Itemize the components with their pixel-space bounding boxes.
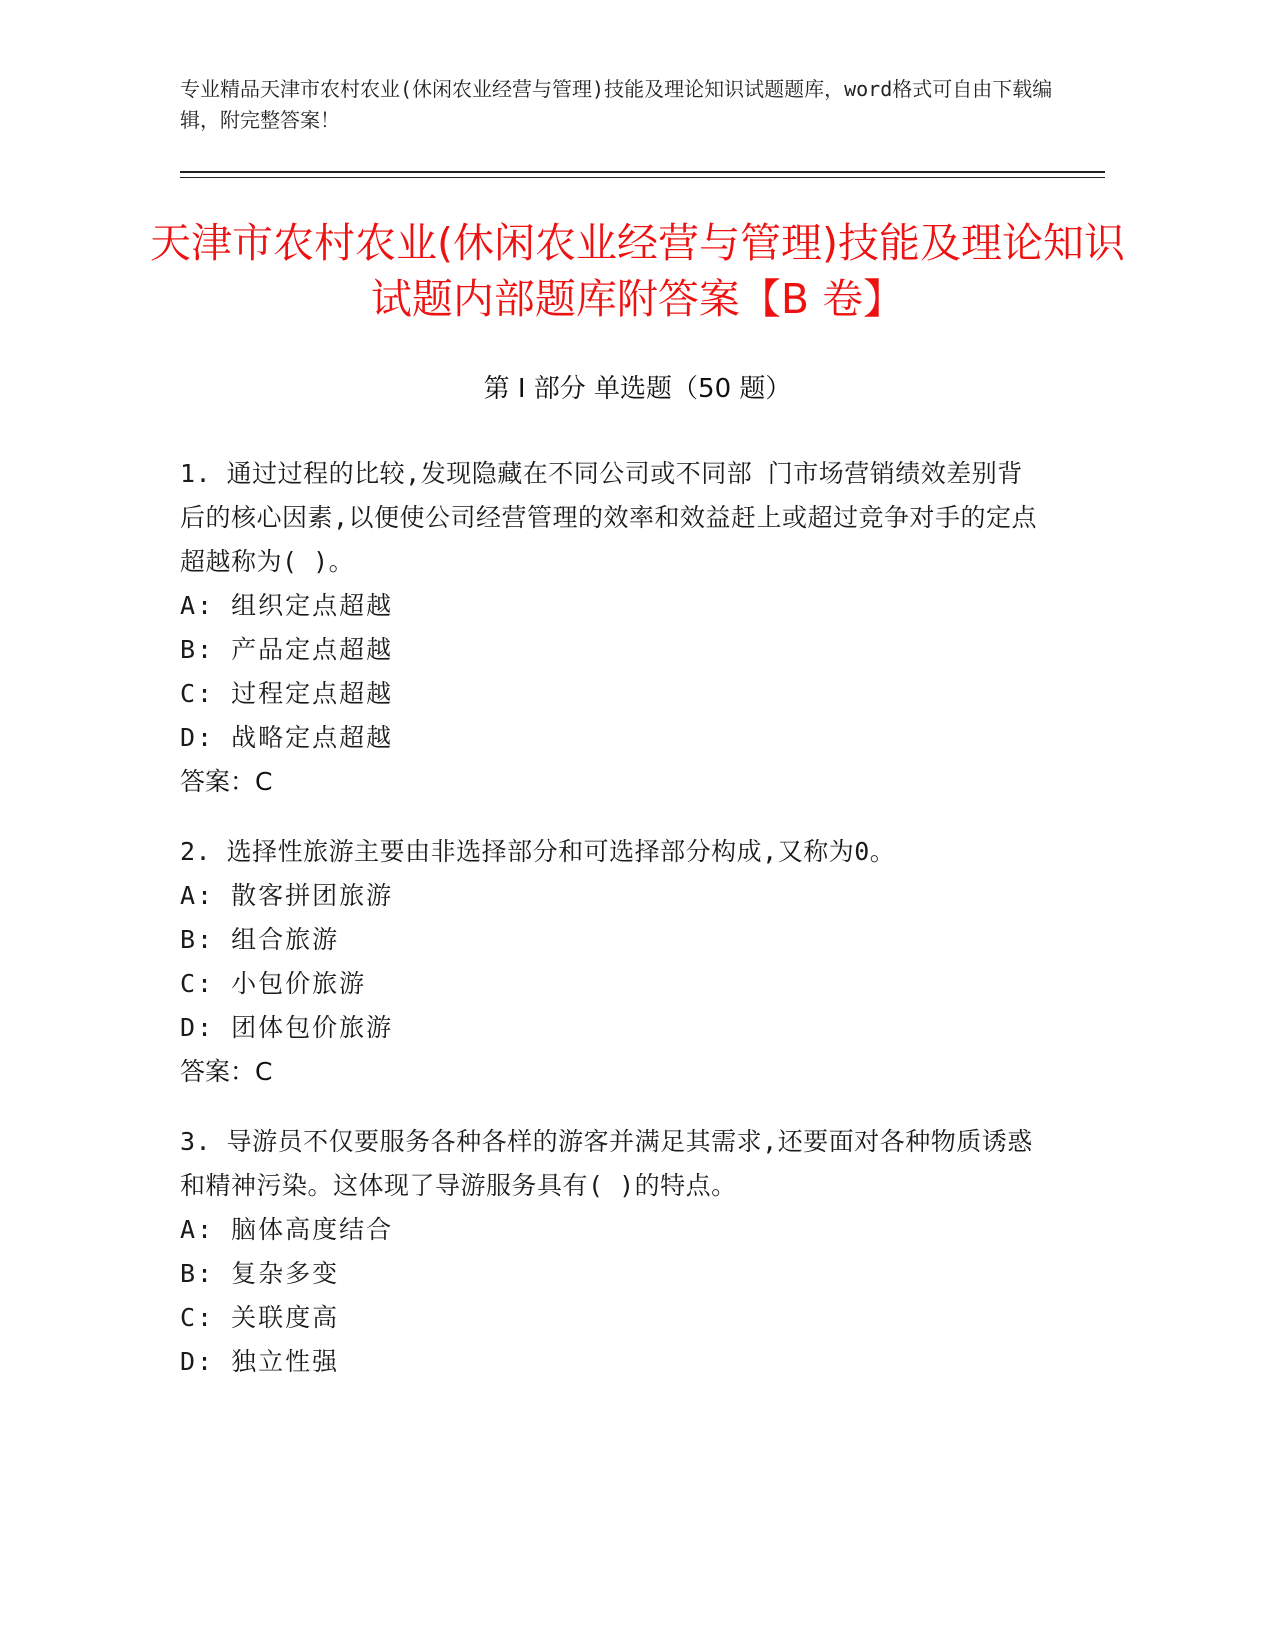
option-d: D: 独立性强: [180, 1347, 340, 1376]
header-divider-thin: [180, 177, 1105, 178]
question-stem: 2. 选择性旅游主要由非选择部分和可选择部分构成,又称为0。: [180, 837, 896, 866]
answer-line: 答案：C: [180, 767, 273, 796]
option-b: B: 产品定点超越: [180, 635, 394, 664]
option-b: B: 组合旅游: [180, 925, 340, 954]
question-list: [180, 452, 1040, 1410]
header-note: 专业精品天津市农村农业(休闲农业经营与管理)技能及理论知识试题题库，word格式可自由下载编辑，附完整答案！: [180, 77, 1053, 132]
question-stem: 3. 导游员不仅要服务各种各样的游客并满足其需求,还要面对各种物质诱惑和精神污染。这体现了导游服务具有( )的特点。: [180, 1127, 1033, 1200]
option-d: D: 团体包价旅游: [180, 1013, 394, 1042]
option-a: A: 组织定点超越: [180, 591, 394, 620]
option-c: C: 过程定点超越: [180, 679, 394, 708]
answer-line: 答案：C: [180, 1057, 273, 1086]
header-divider-thick: [180, 171, 1105, 173]
option-c: C: 小包价旅游: [180, 969, 367, 998]
question-1: [180, 452, 1040, 804]
option-a: A: 散客拼团旅游: [180, 881, 394, 910]
question-3: [180, 1120, 1040, 1384]
option-b: B: 复杂多变: [180, 1259, 340, 1288]
option-d: D: 战略定点超越: [180, 723, 394, 752]
question-2: [180, 830, 1040, 1094]
option-c: C: 关联度高: [180, 1303, 340, 1332]
section-title: 第 I 部分 单选题（50 题）: [483, 374, 792, 404]
option-a: A: 脑体高度结合: [180, 1215, 394, 1244]
question-stem: 1. 通过过程的比较,发现隐藏在不同公司或不同部 门市场营销绩效差别背后的核心因素,以便使公司经营管理的效率和效益赶上或超过竞争对手的定点超越称为( )。: [180, 459, 1038, 576]
document-title: 天津市农村农业(休闲农业经营与管理)技能及理论知识试题内部题库附答案【B 卷】: [150, 219, 1125, 323]
